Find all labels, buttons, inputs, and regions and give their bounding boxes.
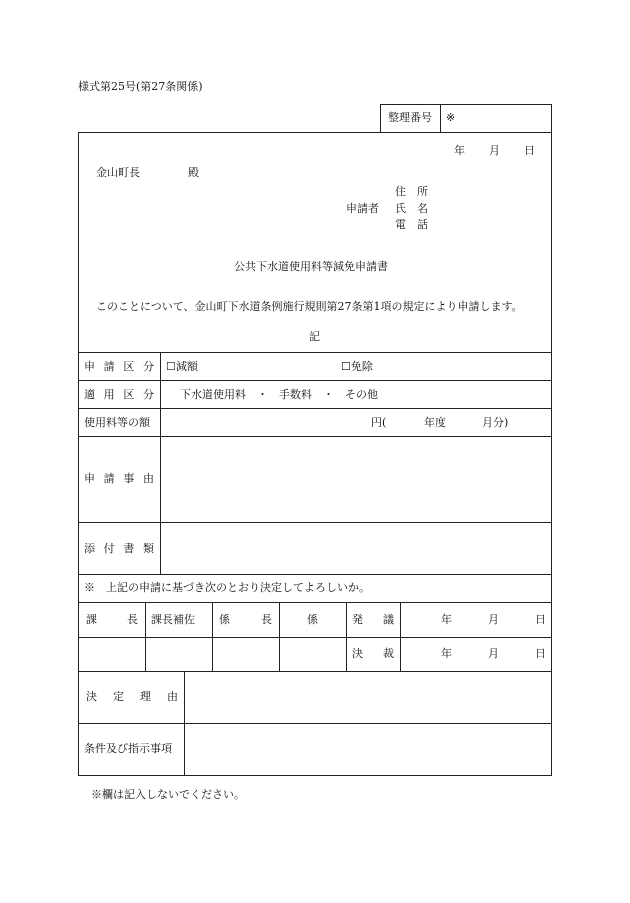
label-application-reason: 申 請 事 由 (84, 472, 154, 485)
approval-month: 月 (488, 647, 499, 660)
attached-documents-field[interactable] (166, 528, 546, 568)
addressee-name: 金山町長 (96, 166, 140, 179)
date-month: 月 (489, 144, 500, 157)
applicant-label: 申請者 (346, 202, 379, 215)
label-application-type: 申 請 区 分 (84, 360, 154, 373)
label-conditions-instructions: 条件及び指示事項 (84, 742, 172, 755)
line-col-1 (145, 602, 146, 671)
line-col-4 (346, 602, 347, 671)
document-title: 公共下水道使用料等減免申請書 (234, 260, 388, 273)
application-reason-field[interactable] (166, 442, 546, 516)
line-row-1 (78, 380, 552, 381)
form-number: 様式第25号(第27条関係) (78, 80, 203, 93)
serial-number-label: 整理番号 (388, 111, 432, 124)
applicable-category-options[interactable]: 下水道使用料 ・ 手数料 ・ その他 (180, 388, 378, 401)
date-day: 日 (524, 144, 535, 157)
line-label-column (160, 352, 161, 574)
amount-yen: 円( (371, 416, 387, 429)
label-attached-documents: 添 付 書 類 (84, 542, 154, 555)
approval-year: 年 (441, 647, 452, 660)
line-reason-column (184, 671, 185, 776)
proposal-day: 日 (535, 613, 546, 626)
line-row-3 (78, 436, 552, 437)
footer-note: ※欄は記入しないでください。 (91, 788, 245, 801)
amount-fiscal-year: 年度 (424, 416, 446, 429)
label-proposal: 発 議 (352, 613, 394, 626)
approval-day: 日 (535, 647, 546, 660)
label-fee-amount: 使用料等の額 (84, 416, 150, 429)
serial-number-field[interactable]: ※ (446, 111, 456, 124)
line-col-5 (400, 602, 401, 671)
ki-heading: 記 (309, 330, 320, 343)
label-decision-reason: 決 定 理 由 (86, 690, 178, 703)
line-col-3 (279, 602, 280, 671)
statement-text: このことについて、金山町下水道条例施行規則第27条第1項の規定により申請します。 (96, 300, 523, 313)
line-table-top (78, 352, 552, 353)
line-section-divider (78, 574, 552, 575)
line-decision-bottom (78, 671, 552, 672)
applicant-phone-label: 電 話 (395, 218, 428, 231)
line-decision-top (78, 602, 552, 603)
serial-divider (440, 104, 441, 133)
applicant-address-label: 住 所 (395, 185, 428, 198)
option-exemption[interactable]: ☐免除 (341, 360, 373, 373)
line-row-2 (78, 408, 552, 409)
decision-note: ※ 上記の申請に基づき次のとおり決定してよろしいか。 (84, 581, 370, 594)
line-col-2 (212, 602, 213, 671)
label-approval: 決 裁 (352, 647, 394, 660)
line-decision-mid (78, 637, 552, 638)
label-section-chief: 課 長 (86, 613, 138, 626)
line-reason-bottom (78, 723, 552, 724)
proposal-month: 月 (488, 613, 499, 626)
date-year: 年 (454, 144, 465, 157)
amount-month: 月分) (482, 416, 509, 429)
proposal-year: 年 (441, 613, 452, 626)
label-applicable-category: 適 用 区 分 (84, 388, 154, 401)
label-staff: 係 (307, 613, 318, 626)
line-row-4 (78, 522, 552, 523)
applicant-name-label: 氏 名 (395, 202, 428, 215)
label-subsection-chief: 係 長 (219, 613, 272, 626)
option-reduction[interactable]: ☐減額 (166, 360, 198, 373)
label-deputy-section-chief: 課長補佐 (151, 613, 195, 626)
addressee-honorific: 殿 (188, 166, 199, 179)
